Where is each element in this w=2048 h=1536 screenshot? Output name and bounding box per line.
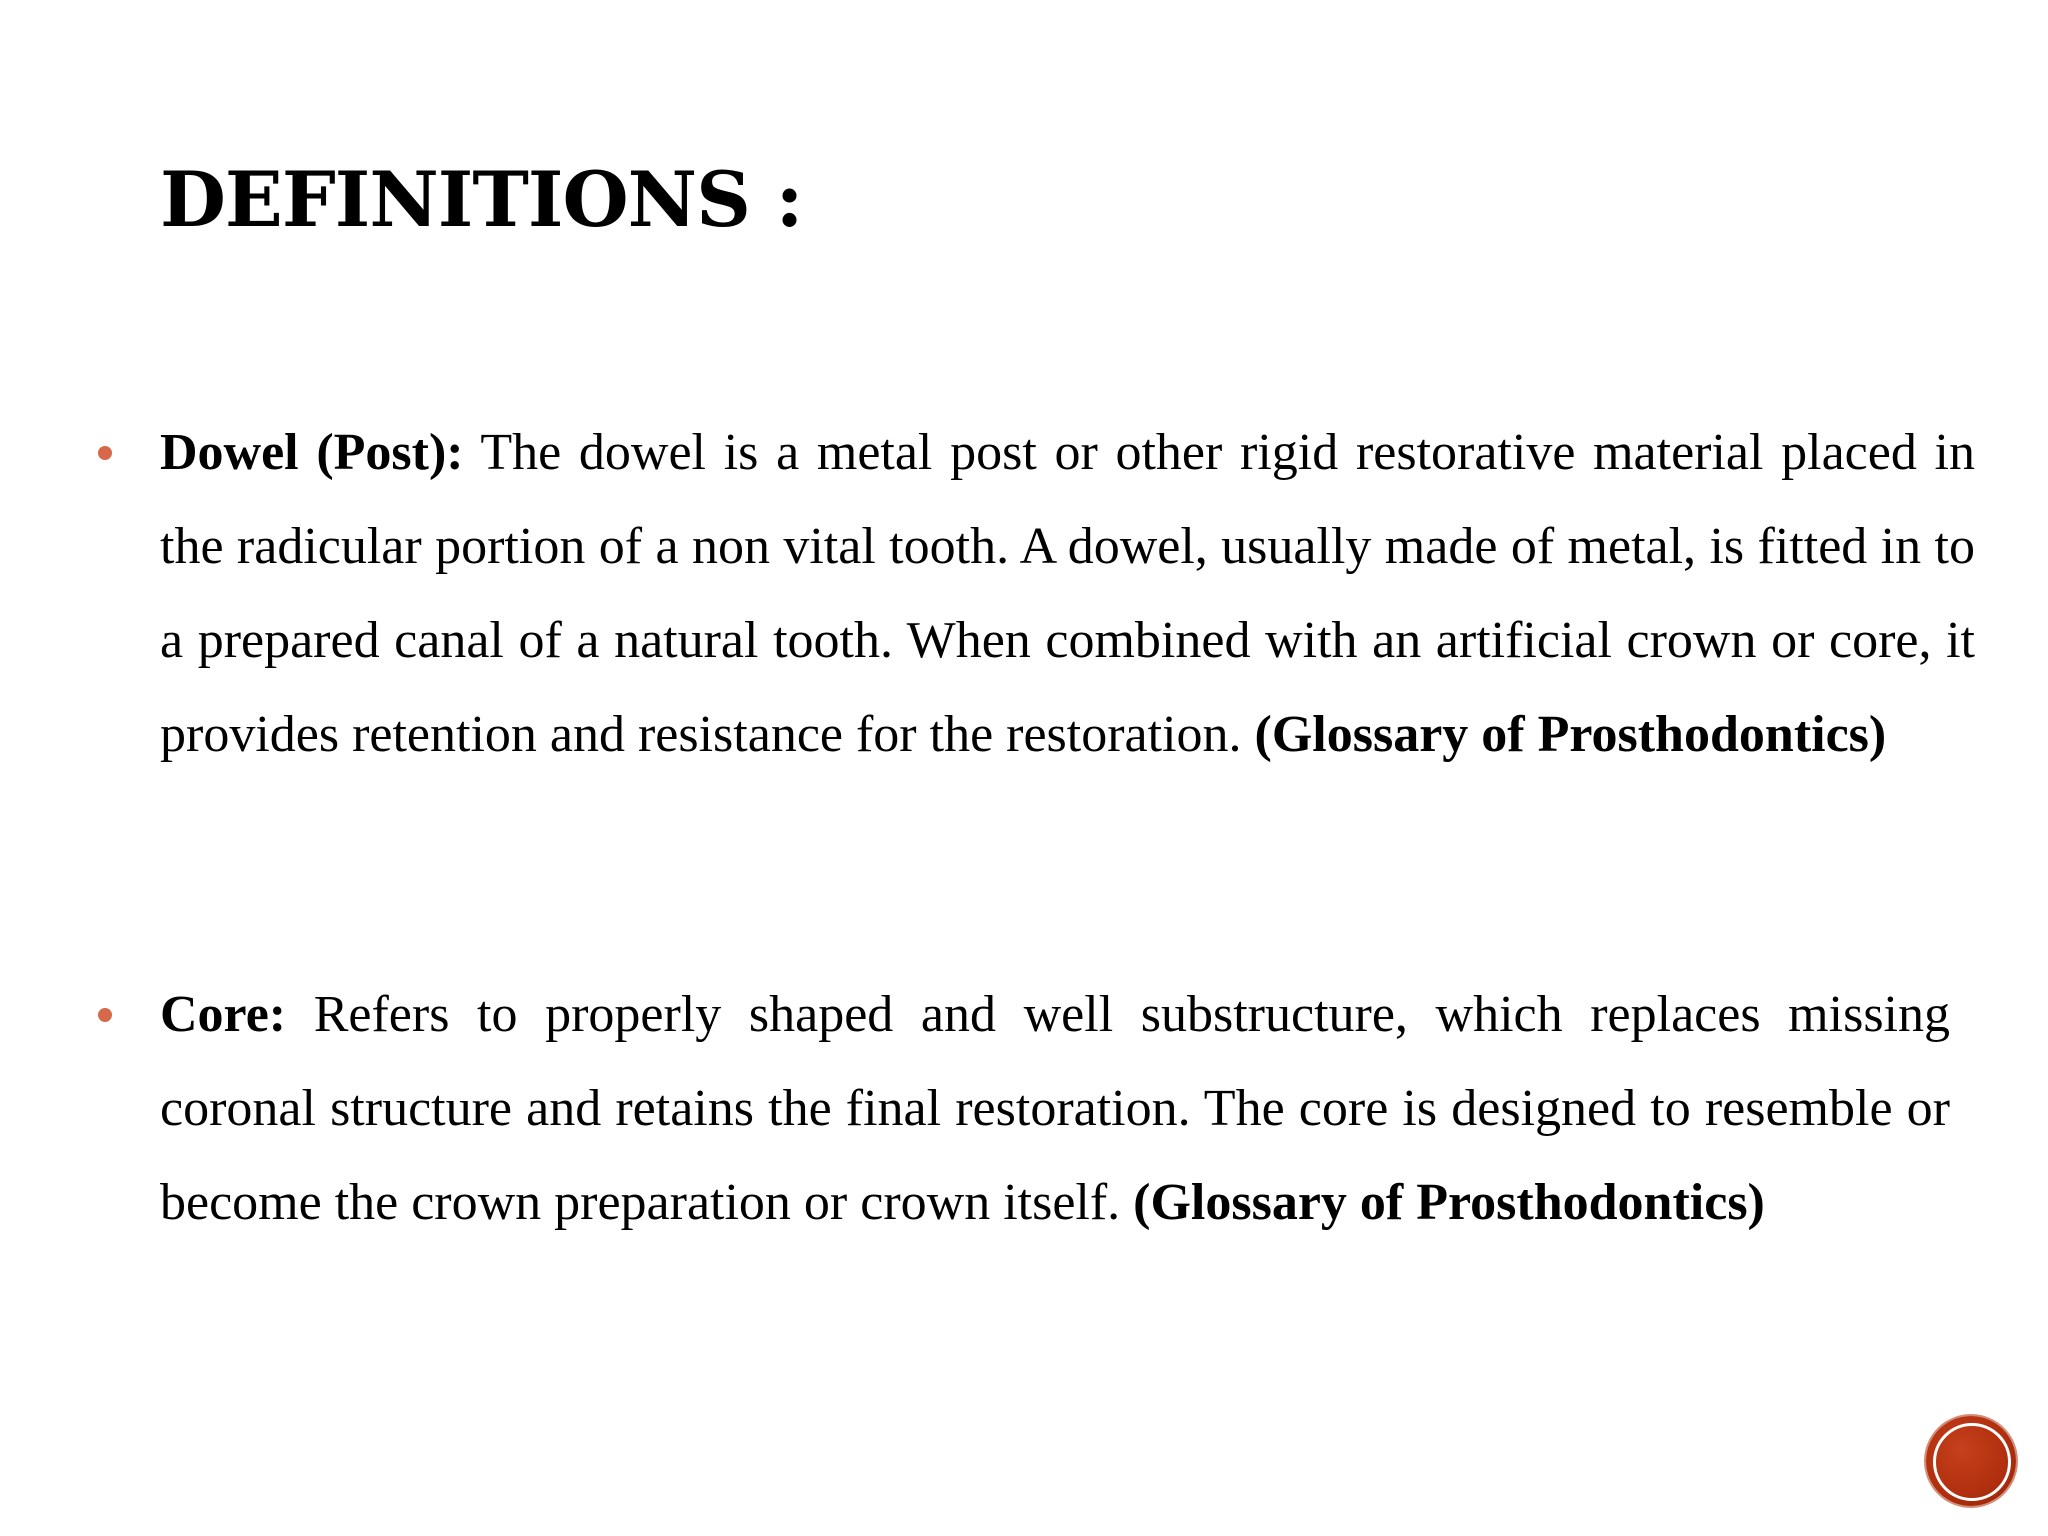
slide-title: DEFINITIONS : <box>160 155 803 244</box>
bullet-dowel-definition <box>160 406 1975 782</box>
bullet-dot-icon <box>98 1008 112 1022</box>
circle-badge-icon <box>1926 1416 2016 1506</box>
citation-dowel: (Glossary of Prosthodontics) <box>1254 706 1887 763</box>
definition-text-dowel: The dowel is a metal post or other rigid restorative material placed in the radicular portion of a non vital tooth. A dowel, usually made of metal, is fitted in to a prepared canal of a natural tooth. When combined with an artificial crown or core, it provides retention and resistance for the restoration. <box>160 424 1975 763</box>
term-core: Core: <box>160 986 287 1043</box>
bullet-core-definition <box>160 968 1950 1250</box>
citation-core: (Glossary of Prosthodontics) <box>1133 1174 1765 1231</box>
bullet-dot-icon <box>98 446 112 460</box>
definition-text-core: Refers to properly shaped and well substructure, which replaces missing coronal structure and retains the final restoration. The core is designed to resemble or become the crown preparation or crown itself. <box>160 986 1950 1231</box>
term-dowel: Dowel (Post): <box>160 424 464 481</box>
